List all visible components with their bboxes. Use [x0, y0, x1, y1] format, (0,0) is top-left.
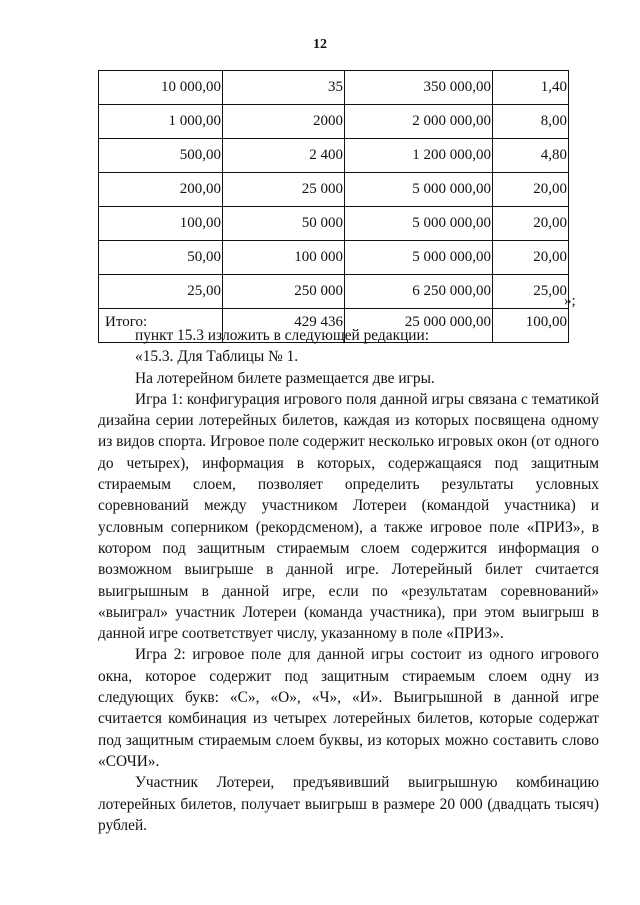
table-row	[99, 71, 569, 105]
ticket-count-cell: 35	[223, 71, 345, 105]
table-row	[99, 207, 569, 241]
paragraph-two-games: На лотерейном билете размещается две игры.	[135, 369, 435, 387]
prize-fund-cell: 6 250 000,00	[345, 275, 493, 309]
paragraph-game-1: Игра 1: конфигурация игрового поля данной игры связана с тематикой дизайна серии лотерейных билетов, каждая из которых посвящена одному из видов спорта. Игровое поле содержит несколько игровых окон (от одного до четырех), информация в которых, содержащаяся под защитным стираемым слоем, позволяет определить результаты условных соревнований между участником Лотереи (командой участника) и условным соперником (рекордсменом), а также игровое поле «ПРИЗ», в котором под защитным стираемым слоем содержится информация о возможном выигрыше в данной игре. Лотерейный билет считается выигрышным в данной игре, если по «результатам соревнований» «выиграл» участник Лотереи (команда участника), при этом выигрыш в данной игре соответствует числу, указанному в поле «ПРИЗ».	[98, 390, 600, 643]
percent-cell: 8,00	[493, 105, 569, 139]
table-row	[99, 105, 569, 139]
total-count-cell: 429 436	[223, 309, 345, 343]
percent-cell: 4,80	[493, 139, 569, 173]
percent-cell: 25,00	[493, 275, 569, 309]
table-row	[99, 241, 569, 275]
ticket-count-cell: 250 000	[223, 275, 345, 309]
total-percent-cell: 100,00	[493, 309, 569, 343]
ticket-count-cell: 100 000	[223, 241, 345, 275]
ticket-count-cell: 25 000	[223, 173, 345, 207]
paragraph-section-heading: «15.3. Для Таблицы № 1.	[135, 348, 299, 366]
prize-amount-cell: 200,00	[99, 173, 223, 207]
table-row	[99, 173, 569, 207]
paragraph-amendment-intro: пункт 15.3 изложить в следующей редакции:	[135, 327, 430, 344]
prize-fund-cell: 2 000 000,00	[345, 105, 493, 139]
paragraph-game-2: Игра 2: игровое поле для данной игры состоит из одного игрового окна, которое содержит под защитным стираемым слоем одну из следующих букв: «С», «О», «Ч», «И». Выигрышной в данной игре считается комбинация из четырех лотерейных билетов, которые содержат под защитным стираемым слоем буквы, из которых можно составить слово «СОЧИ».	[98, 646, 599, 770]
table-row	[99, 139, 569, 173]
table-row	[99, 275, 569, 309]
percent-cell: 20,00	[493, 241, 569, 275]
prize-distribution-table	[98, 70, 569, 343]
prize-fund-cell: 5 000 000,00	[345, 207, 493, 241]
percent-cell: 1,40	[493, 71, 569, 105]
table-closing-mark: »;	[564, 293, 576, 309]
prize-amount-cell: 25,00	[99, 275, 223, 309]
total-sum-cell: 25 000 000,00	[345, 309, 493, 343]
page-number: 12	[313, 37, 327, 52]
ticket-count-cell: 50 000	[223, 207, 345, 241]
ticket-count-cell: 2 400	[223, 139, 345, 173]
prize-amount-cell: 10 000,00	[99, 71, 223, 105]
document-body	[98, 325, 599, 836]
percent-cell: 20,00	[493, 173, 569, 207]
prize-fund-cell: 5 000 000,00	[345, 173, 493, 207]
paragraph-winner-prize: Участник Лотереи, предъявивший выигрышную комбинацию лотерейных билетов, получает выигрыш в размере 20 000 (двадцать тысяч) рублей.	[98, 774, 599, 834]
prize-fund-cell: 1 200 000,00	[345, 139, 493, 173]
percent-cell: 20,00	[493, 207, 569, 241]
prize-amount-cell: 500,00	[99, 139, 223, 173]
prize-fund-cell: 350 000,00	[345, 71, 493, 105]
prize-amount-cell: 1 000,00	[99, 105, 223, 139]
ticket-count-cell: 2000	[223, 105, 345, 139]
prize-amount-cell: 50,00	[99, 241, 223, 275]
prize-amount-cell: 100,00	[99, 207, 223, 241]
total-label-cell: Итого:	[99, 309, 223, 343]
prize-fund-cell: 5 000 000,00	[345, 241, 493, 275]
